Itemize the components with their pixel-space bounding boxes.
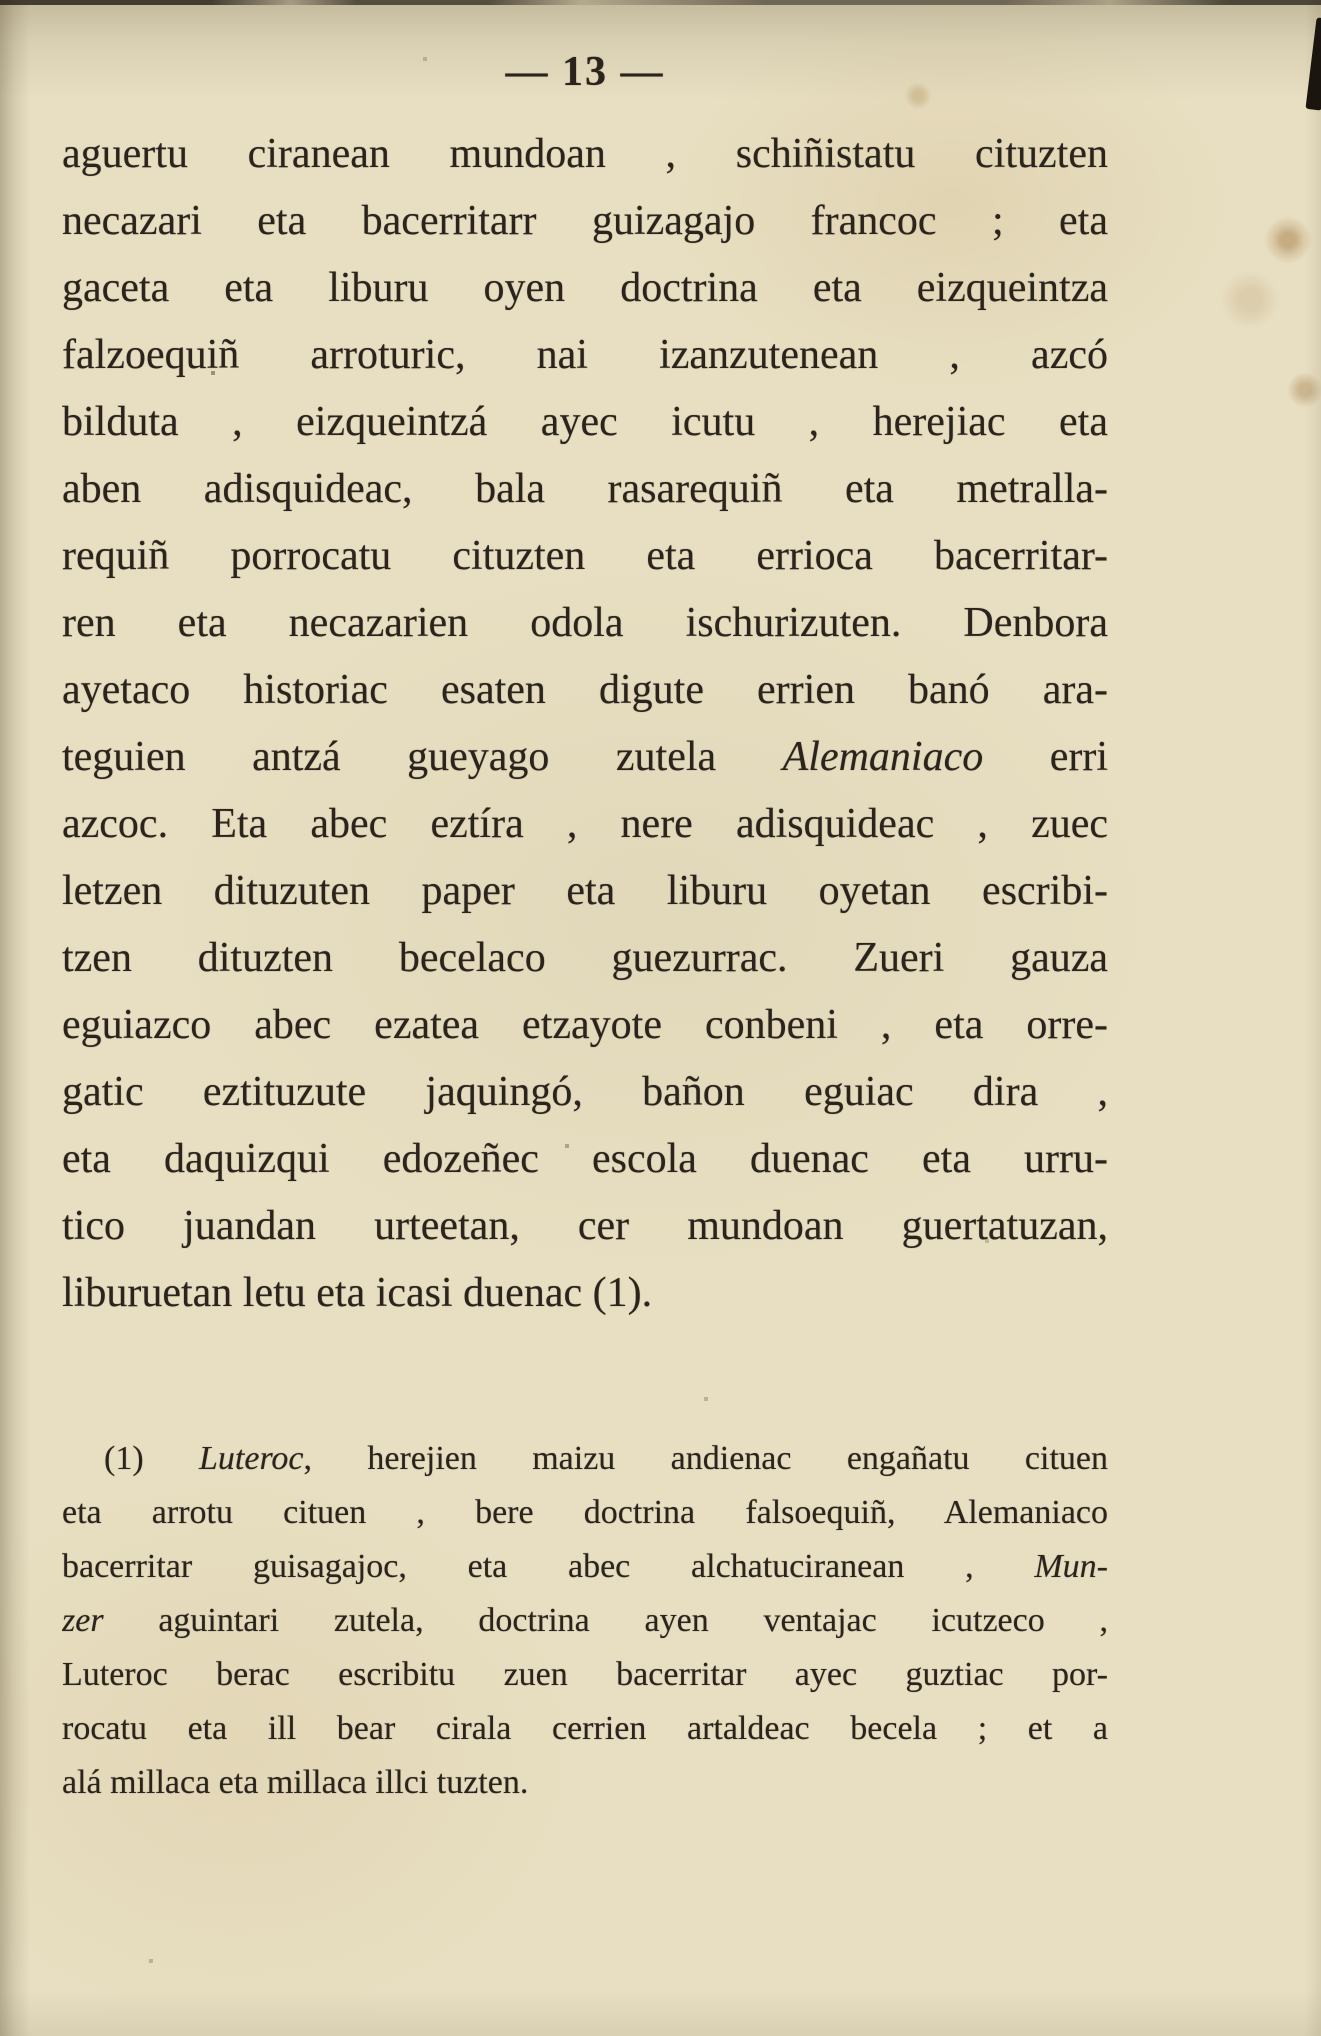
footnote-text-line (62, 1756, 1108, 1810)
italic-text-segment: zer (62, 1602, 104, 1639)
italic-text-segment: Alemaniaco (782, 734, 984, 780)
body-text-line (62, 456, 1108, 523)
text-segment: eta arrotu cituen , bere doctrina falsoequiñ, Alemaniaco (62, 1494, 1108, 1531)
body-text-line (62, 657, 1108, 724)
scan-top-edge (0, 0, 1321, 5)
body-text-line (62, 858, 1108, 925)
body-text-line (62, 1193, 1108, 1260)
text-segment: aguintari zutela, doctrina ayen ventajac icutzeco , (103, 1602, 1108, 1639)
italic-text-segment: Mun- (1034, 1548, 1108, 1585)
body-text-line (62, 724, 1108, 791)
body-text-line (62, 389, 1108, 456)
body-paragraph (62, 121, 1108, 1327)
body-text-line (62, 791, 1108, 858)
text-segment: teguien antzá gueyago zutela (62, 734, 783, 780)
text-segment: gatic eztituzute jaquingó, bañon eguiac dira , (62, 1069, 1108, 1115)
body-text-line (62, 590, 1108, 657)
text-segment: ren eta necazarien odola ischurizuten. Denbora (62, 600, 1108, 646)
text-segment: gaceta eta liburu oyen doctrina eta eizqueintza (62, 265, 1108, 311)
paper-specks (0, 0, 2, 2)
text-segment: eta daquizqui edozeñec escola duenac eta urru- (62, 1136, 1108, 1182)
footnote-text-line (62, 1702, 1108, 1756)
body-text-line (62, 1059, 1108, 1126)
text-segment: letzen dituzuten paper eta liburu oyetan escribi- (62, 868, 1108, 914)
text-segment: liburuetan letu eta icasi duenac (1). (62, 1270, 653, 1316)
footnote-text-line (62, 1594, 1108, 1648)
text-segment: necazari eta bacerritarr guizagajo francoc ; eta (62, 198, 1108, 244)
body-text-line (62, 992, 1108, 1059)
text-segment: Luteroc berac escribitu zuen bacerritar ayec guztiac por- (62, 1656, 1108, 1693)
footnote-text-line (62, 1648, 1108, 1702)
text-segment: ayetaco historiac esaten digute errien banó ara- (62, 667, 1108, 713)
body-text-line (62, 925, 1108, 992)
body-text-line (62, 1126, 1108, 1193)
text-segment: (1) (104, 1440, 200, 1477)
text-segment: aben adisquideac, bala rasarequiñ eta metralla- (62, 466, 1108, 512)
footnote-text-line (62, 1486, 1108, 1540)
text-segment: , herejien maizu andienac engañatu cituen (303, 1440, 1108, 1477)
italic-text-segment: Luteroc (199, 1440, 304, 1477)
body-text-line (62, 121, 1108, 188)
text-segment: bilduta , eizqueintzá ayec icutu , herejiac eta (62, 399, 1108, 445)
text-segment: tzen dituzten becelaco guezurrac. Zueri gauza (62, 935, 1108, 981)
text-segment: erri (983, 734, 1108, 780)
text-segment: eguiazco abec ezatea etzayote conbeni , eta orre- (62, 1002, 1108, 1048)
body-text-line (62, 255, 1108, 322)
text-segment: requiñ porrocatu cituzten eta errioca bacerritar- (62, 533, 1108, 579)
text-segment: tico juandan urteetan, cer mundoan guertatuzan, (62, 1203, 1108, 1249)
text-segment: rocatu eta ill bear cirala cerrien artaldeac becela ; et a (62, 1710, 1108, 1747)
text-segment: aguertu ciranean mundoan , schiñistatu cituzten (62, 131, 1108, 177)
body-text-line (62, 322, 1108, 389)
footnote-text-line (62, 1432, 1108, 1486)
body-text-line (62, 523, 1108, 590)
text-segment: falzoequiñ arroturic, nai izanzutenean , azcó (62, 332, 1108, 378)
page-number-header: — 13 — (505, 49, 665, 95)
text-segment: bacerritar guisagajoc, eta abec alchatuciranean , (62, 1548, 1035, 1585)
footnote-block (62, 1432, 1108, 1810)
scan-corner-artifact (1305, 17, 1321, 110)
text-segment: azcoc. Eta abec eztíra , nere adisquideac , zuec (62, 801, 1108, 847)
text-segment: alá millaca eta millaca illci tuzten. (62, 1764, 529, 1801)
body-text-line (62, 1260, 1108, 1327)
footnote-text-line (62, 1540, 1108, 1594)
body-text-line (62, 188, 1108, 255)
